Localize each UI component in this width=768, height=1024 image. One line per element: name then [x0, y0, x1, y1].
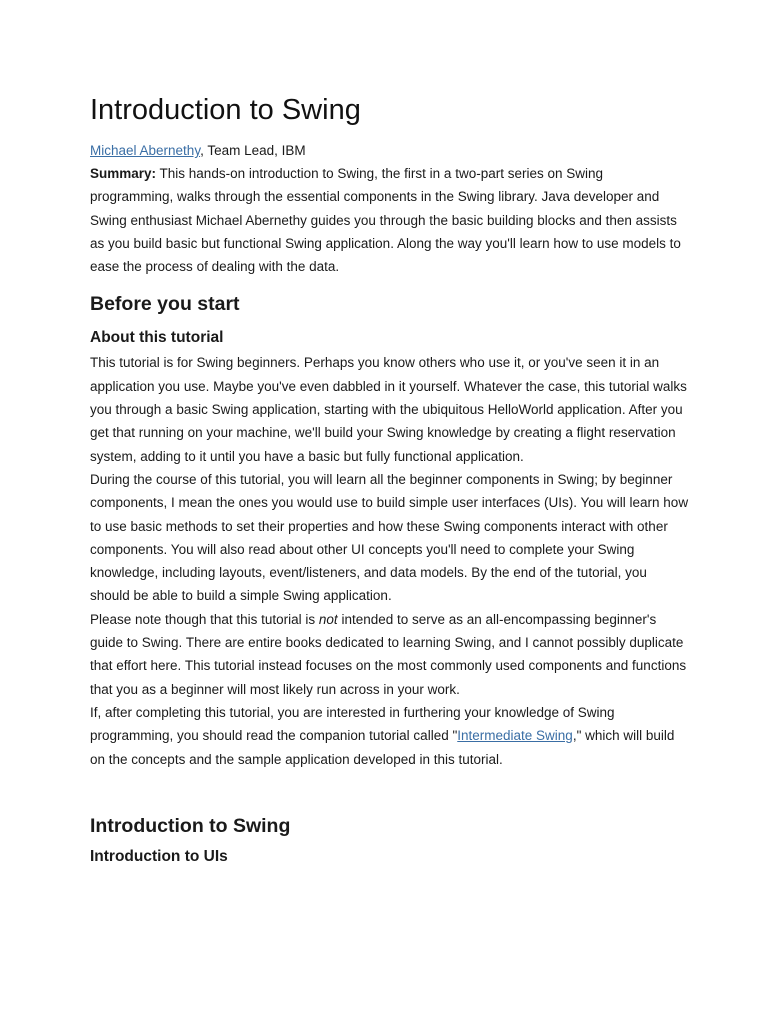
paragraph-course: During the course of this tutorial, you will learn all the beginner components in Swing; by beginner components, I mean the ones you would use to build simple user interfaces (UIs). You will learn how to use basic methods to set their properties and how these Swing components interact with other components. You will also read about other UI concepts you'll need to complete your Swing knowledge, including layouts, event/listeners, and data models. By the end of the tutorial, you should be able to build a simple Swing application.: [90, 471, 689, 604]
subsection-heading-introduction-to-uis: Introduction to UIs: [90, 847, 228, 865]
summary-paragraph: [90, 162, 690, 278]
companion-text-after: ," which will build on the concepts and the sample application developed in this tutorial.: [90, 728, 675, 767]
intermediate-swing-link[interactable]: Intermediate Swing: [457, 728, 573, 744]
byline: [90, 140, 690, 162]
summary-text: This hands-on introduction to Swing, the first in a two-part series on Swing programming, walks through the essential components in the Swing library. Java developer and Swing enthusiast Michael Abernethy guides you through the basic building blocks and then assists as you build basic but functional Swing application. Along the way you'll learn how to use models to ease the process of dealing with the data.: [90, 166, 681, 275]
author-link[interactable]: Michael Abernethy: [90, 143, 201, 158]
document-page: [90, 90, 690, 868]
companion-text-before: If, after completing this tutorial, you are interested in furthering your knowledge of Swing programming, you should read the companion tutorial called ": [90, 704, 615, 744]
paragraph-note: [90, 608, 690, 701]
paragraph-companion: [90, 701, 690, 771]
summary-label: Summary:: [90, 166, 157, 181]
author-role: , Team Lead, IBM: [200, 143, 306, 158]
note-emphasis: not: [318, 611, 338, 627]
note-text-before: Please note though that this tutorial is: [90, 611, 319, 627]
paragraph-intro: This tutorial is for Swing beginners. Perhaps you know others who use it, or you've seen it in an application you use. Maybe you've even dabbled in it yourself. Whatever the case, this tutorial walks you through a basic Swing application, starting with the ubiquitous HelloWorld application. After you get that running on your machine, we'll build your Swing knowledge by creating a flight reservation system, adding to it until you have a basic but fully functional application.: [90, 355, 687, 464]
note-text-after: intended to serve as an all-encompassing beginner's guide to Swing. There are entire books dedicated to learning Swing, and I cannot possibly duplicate that effort here. This tutorial instead focuses on the most commonly used components and functions that you as a beginner will most likely run across in your work.: [90, 611, 687, 697]
page-title: Introduction to Swing: [90, 94, 361, 126]
subsection-heading-about-this-tutorial: About this tutorial: [90, 329, 224, 347]
section-heading-introduction-to-swing: Introduction to Swing: [90, 814, 291, 837]
section-heading-before-you-start: Before you start: [90, 293, 240, 316]
